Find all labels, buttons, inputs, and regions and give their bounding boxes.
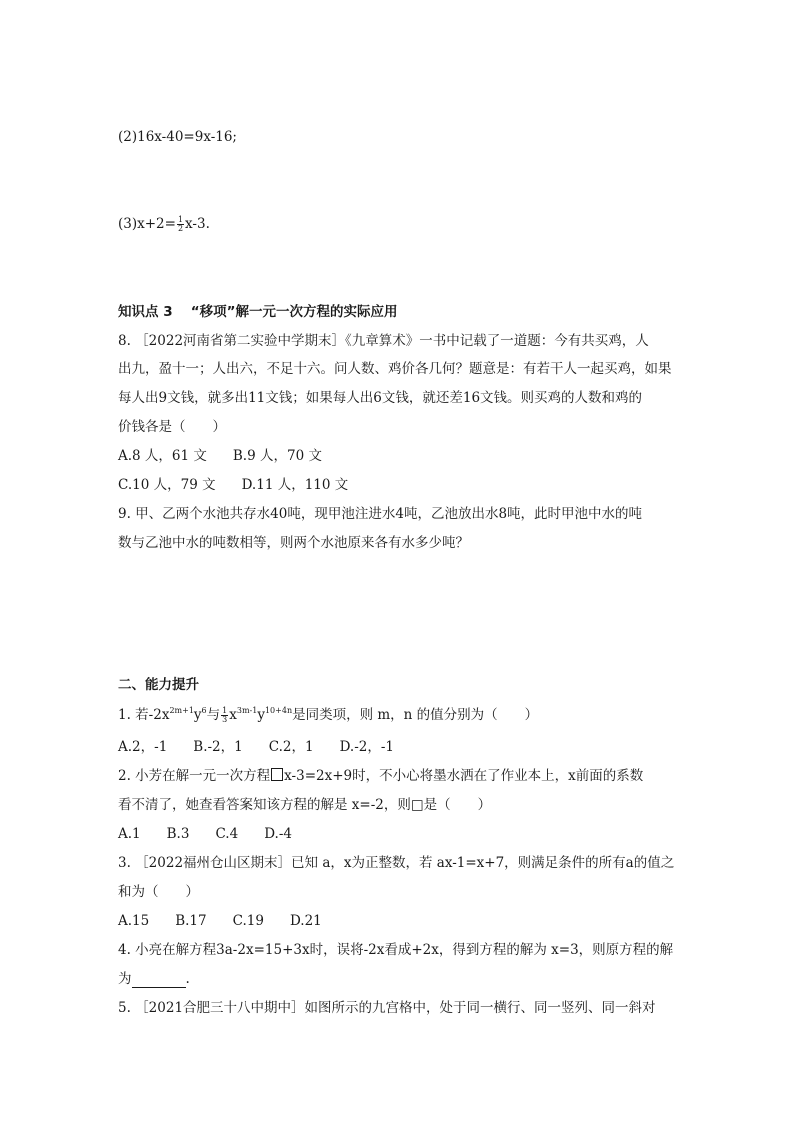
problem-3-options <box>118 912 322 930</box>
eq3-prefix: (3) <box>118 216 138 232</box>
p1-exponent-4: 10+4n <box>264 706 293 715</box>
option-d: D.-2，-1 <box>339 739 394 755</box>
problem-3-line-2: 和为（ ） <box>118 884 199 900</box>
fraction-denominator: 2 <box>177 224 184 233</box>
problem-3-line-1: 3. ［2022福州仓山区期末］已知 a，x为正整数，若 ax-1=x+7，则满足条件的所有a的值之 <box>118 855 675 871</box>
p4-suffix: . <box>185 971 190 987</box>
equation-3 <box>118 215 210 233</box>
option-b: B.-2，1 <box>193 739 243 755</box>
p1-connector: 与 <box>206 707 221 723</box>
p2-lead: 2. 小芳在解一元一次方程 <box>118 768 271 784</box>
question-9-line-2: 数与乙池中水的吨数相等，则两个水池原来各有水多少吨？ <box>118 535 469 551</box>
option-a: A.2，-1 <box>118 739 168 755</box>
section3-heading: 知识点 3 “移项”解一元一次方程的实际应用 <box>118 304 398 320</box>
option-c: C.19 <box>232 913 264 929</box>
p2-rest: x-3=2x+9时，不小心将墨水洒在了作业本上，x前面的系数 <box>284 768 644 784</box>
p1-fraction <box>221 707 228 724</box>
fraction-numerator: 1 <box>222 706 228 715</box>
problem-1-options <box>118 738 394 756</box>
option-d: D.21 <box>289 913 322 929</box>
p1-exponent-2: 6 <box>201 706 207 715</box>
question-8-line-3: 每人出9文钱，就多出11文钱；如果每人出6文钱，就还差16文钱。则买鸡的人数和鸡的 <box>118 390 643 406</box>
fraction-denominator: 3 <box>222 715 228 724</box>
problem-4-line-2 <box>118 970 190 988</box>
part2-heading: 二、能力提升 <box>118 677 199 693</box>
p1-var-x: x <box>229 707 237 723</box>
question-8-options-row-2 <box>118 476 348 494</box>
p1-tail: 是同类项，则 m，n 的值分别为（ ） <box>292 707 539 723</box>
fraction-numerator: 1 <box>177 215 184 224</box>
p1-var-y2: y <box>257 707 265 723</box>
option-d: D.-4 <box>264 826 292 842</box>
option-a: A.15 <box>118 913 150 929</box>
p1-exponent-1: 2m+1 <box>169 706 194 715</box>
problem-5-line-1: 5. ［2021合肥三十八中期中］如图所示的九宫格中，处于同一横行、同一竖列、同一斜对 <box>118 1000 656 1016</box>
question-8-line-1: 8. ［2022河南省第二实验中学期末］《九章算术》一书中记载了一道题：今有共买鸡，人 <box>118 333 649 349</box>
option-b: B.3 <box>166 826 190 842</box>
option-a: A.8 人，61 文 <box>118 448 207 464</box>
p1-lead: 1. 若-2x <box>118 707 170 723</box>
eq3-rhs: x-3. <box>185 216 210 232</box>
answer-blank[interactable] <box>132 973 186 988</box>
option-b: B.17 <box>175 913 207 929</box>
option-c: C.4 <box>215 826 239 842</box>
p1-var-y: y <box>193 707 202 723</box>
equation-2: (2)16x-40=9x-16; <box>118 129 237 145</box>
question-9-line-1: 9. 甲、乙两个水池共存水40吨，现甲池注进水4吨，乙池放出水8吨，此时甲池中水的吨 <box>118 506 643 522</box>
problem-2-line-2: 看不清了，她查看答案知该方程的解是 x=-2，则□是（ ） <box>118 797 492 813</box>
question-8-options-row-1 <box>118 447 322 465</box>
problem-1-line-1 <box>118 706 538 724</box>
question-8-line-2: 出九，盈十一；人出六，不足十六。问人数、鸡价各几何？题意是：有若干人一起买鸡，如果 <box>118 361 672 377</box>
problem-4-line-1: 4. 小亮在解方程3a-2x=15+3x时，误将-2x看成+2x，得到方程的解为 x=3，则原方程的解 <box>118 942 674 958</box>
p1-exponent-3: 3m-1 <box>236 706 258 715</box>
option-d: D.11 人，110 文 <box>241 477 349 493</box>
option-a: A.1 <box>118 826 141 842</box>
question-8-line-4: 价钱各是（ ） <box>118 419 226 435</box>
blank-box-icon <box>271 768 283 781</box>
option-b: B.9 人，70 文 <box>232 448 322 464</box>
fraction <box>177 216 184 233</box>
problem-2-options <box>118 825 292 843</box>
p4-prefix: 为 <box>118 971 132 987</box>
problem-2-line-1 <box>118 767 643 785</box>
option-c: C.2，1 <box>268 739 314 755</box>
option-c: C.10 人，79 文 <box>118 477 216 493</box>
eq3-lhs: x+2= <box>137 216 176 232</box>
